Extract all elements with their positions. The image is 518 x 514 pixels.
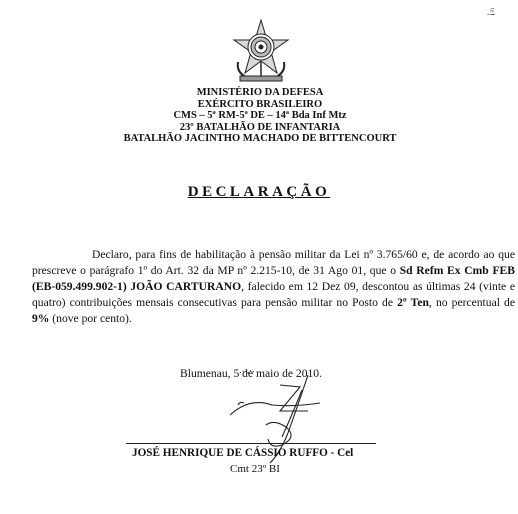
body-soldier-name: Sd Refm Ex Cmb FEB (EB-059.499.902-1) JOÃO CARTURANO — [32, 264, 515, 293]
header-battalion-name: BATALHÃO JACINTHO MACHADO DE BITTENCOURT — [123, 133, 397, 144]
signer-name: JOSÉ HENRIQUE DE CÁSSIO RUFFO - Cel — [132, 447, 354, 459]
body-text-3: , no percentual de — [428, 296, 515, 309]
declaration-body — [32, 247, 515, 327]
signature-line — [126, 443, 376, 444]
header-army: EXÉRCITO BRASILEIRO — [197, 98, 323, 110]
document-title: DECLARAÇÃO — [187, 184, 331, 200]
corner-mark: ᵗᵉ! — [484, 7, 497, 17]
header-ministry: MINISTÉRIO DA DEFESA — [196, 87, 324, 98]
body-text-4: (nove por cento). — [49, 312, 132, 325]
header-battalion: 23º BATALHÃO DE INFANTARIA — [179, 121, 341, 133]
document-header — [90, 87, 430, 145]
coat-of-arms-icon — [228, 18, 294, 84]
signer-role: Cmt 23º BI — [230, 463, 280, 475]
body-text-1: Declaro, para fins de habilitação à pensão militar da Lei nº 3.765/60 e, de acordo ao que prescreve o parágrafo 1º do Art. 32 da MP nº 2.215-10, de 31 Ago 01, que o — [32, 248, 515, 277]
header-command: CMS – 5ª RM-5ª DE – 14ª Bda Inf Mtz — [173, 110, 347, 121]
body-percentage: 9% — [32, 312, 50, 325]
body-rank: 2º Ten — [397, 296, 429, 309]
date-line: Blumenau, 5 de maio de 2010. — [180, 367, 322, 380]
body-text-2: , falecido em 12 Dez 09, descontou as últimas 24 (vinte e quatro) contribuições mensais consecutivas para pensão militar no Posto de — [32, 280, 515, 309]
